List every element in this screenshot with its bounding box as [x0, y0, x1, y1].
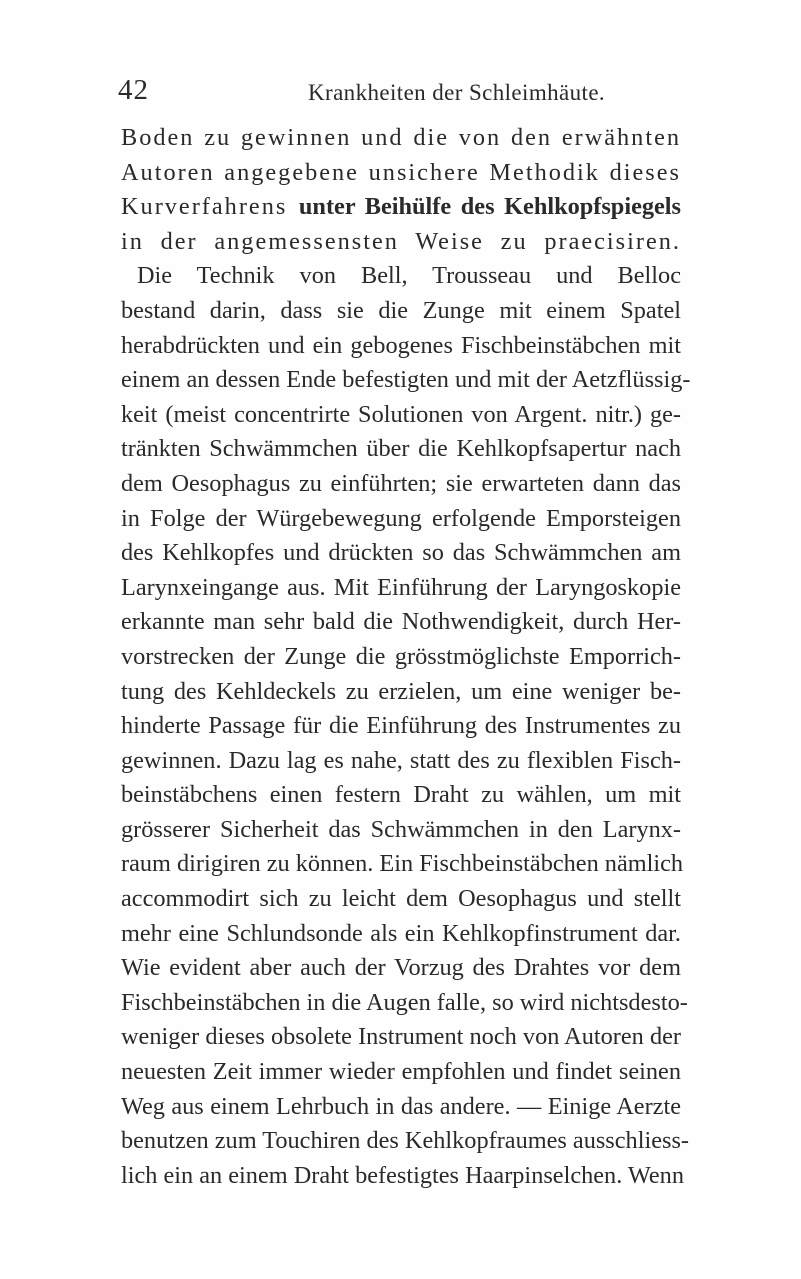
text-line: Weg aus einem Lehrbuch in das andere. — Einige Aerzte [121, 1092, 681, 1120]
text-line [121, 190, 681, 225]
text-line: einem an dessen Ende befestigten und mit der Aetzflüssig- [121, 366, 691, 394]
text-line: grösserer Sicherheit das Schwämmchen in den Larynx- [121, 815, 681, 843]
paragraph-start-line: Die Technik von Bell, Trousseau und Belloc [137, 262, 681, 290]
text-line: tung des Kehldeckels zu erzielen, um eine weniger be- [121, 677, 681, 705]
text-line: in Folge der Würgebewegung erfolgende Emporsteigen [121, 504, 681, 532]
text-line: keit (meist concentrirte Solutionen von Argent. nitr.) ge- [121, 400, 681, 428]
text-line: mehr eine Schlundsonde als ein Kehlkopfinstrument dar. [121, 919, 681, 947]
text-line: bestand darin, dass sie die Zunge mit einem Spatel [121, 296, 681, 324]
text-line: neuesten Zeit immer wieder empfohlen und findet seinen [121, 1058, 681, 1086]
text-line: vorstrecken der Zunge die grösstmöglichste Emporrich- [121, 642, 681, 670]
text-line: des Kehlkopfes und drückten so das Schwämmchen am [121, 539, 681, 567]
emphasized-text: unter Beihülfe des Kehlkopfspiegels [298, 193, 681, 221]
body-text [121, 121, 691, 1193]
text-line: benutzen zum Touchiren des Kehlkopfraumes ausschliess- [121, 1127, 689, 1155]
text-line: hinderte Passage für die Einführung des Instrumentes zu [121, 712, 681, 740]
text-line: Autoren angegebene unsichere Methodik dieses [121, 158, 681, 186]
text-line: erkannte man sehr bald die Nothwendigkeit, durch Her- [121, 608, 681, 636]
text-line: lich ein an einem Draht befestigtes Haarpinselchen. Wenn [121, 1161, 684, 1189]
text-line-part: Kurverfahrens [121, 193, 299, 221]
text-line: in der angemessensten Weise zu praecisiren. [121, 227, 681, 255]
text-line: accommodirt sich zu leicht dem Oesophagus und stellt [121, 885, 681, 913]
text-line: dem Oesophagus zu einführten; sie erwarteten dann das [121, 469, 681, 497]
text-line: Larynxeingange aus. Mit Einführung der Laryngoskopie [121, 573, 681, 601]
text-line: tränkten Schwämmchen über die Kehlkopfsapertur nach [121, 435, 681, 463]
text-line: Fischbeinstäbchen in die Augen falle, so wird nichtsdesto- [121, 988, 688, 1016]
text-line: herabdrückten und ein gebogenes Fischbeinstäbchen mit [121, 331, 681, 359]
text-line: Boden zu gewinnen und die von den erwähnten [121, 124, 681, 151]
text-line: raum dirigiren zu können. Ein Fischbeinstäbchen nämlich [121, 850, 684, 878]
text-line: Wie evident aber auch der Vorzug des Drahtes vor dem [121, 954, 681, 982]
page-number: 42 [118, 74, 149, 106]
text-line: beinstäbchens einen festern Draht zu wählen, um mit [121, 781, 681, 809]
text-line: gewinnen. Dazu lag es nahe, statt des zu flexiblen Fisch- [121, 746, 681, 774]
page-header [118, 72, 678, 112]
text-line: weniger dieses obsolete Instrument noch von Autoren der [121, 1023, 681, 1051]
running-title: Krankheiten der Schleimhäute. [308, 80, 606, 105]
